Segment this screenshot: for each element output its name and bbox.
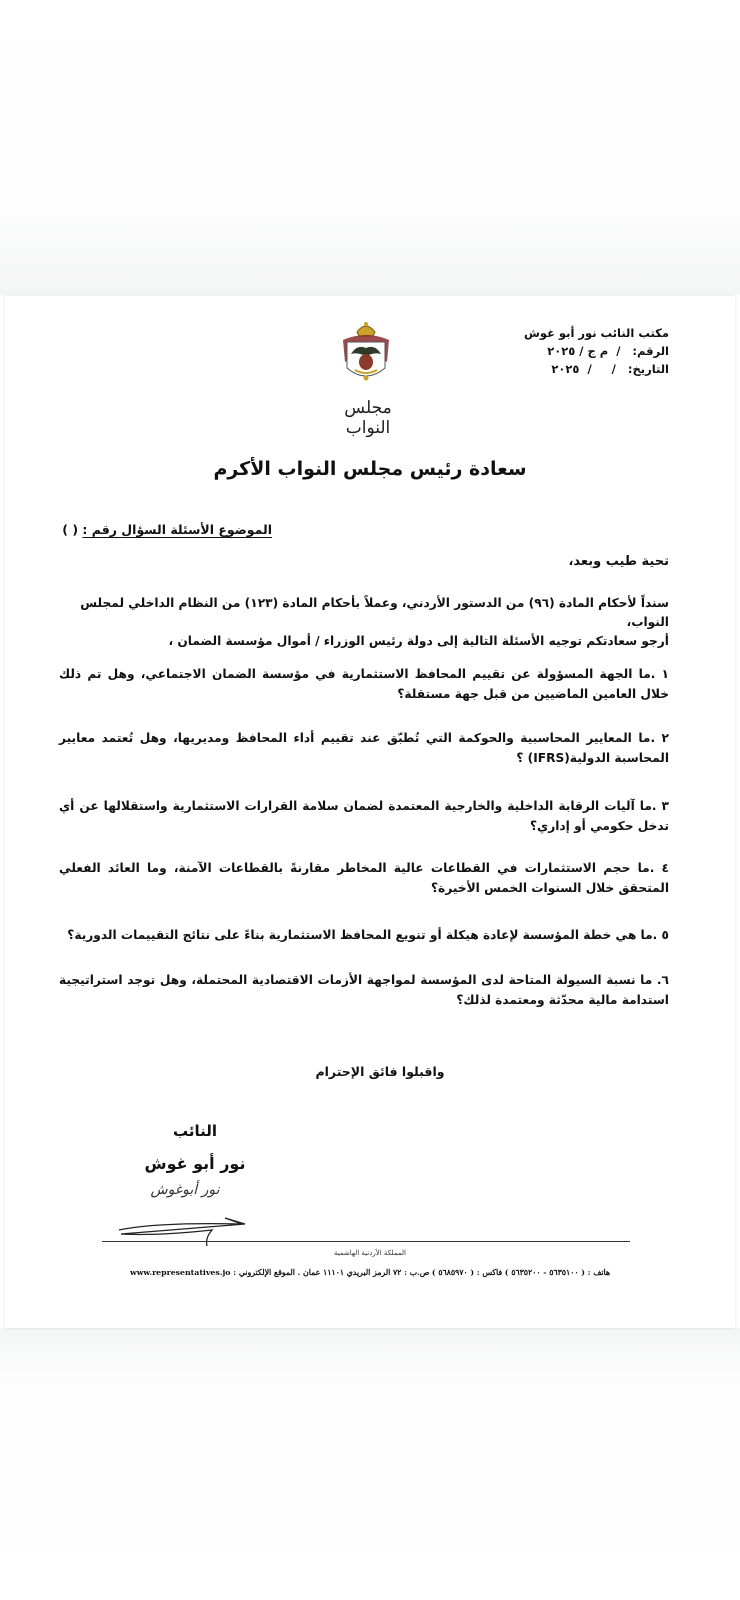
signatory-title: النائب: [172, 1122, 218, 1140]
question-item: ١ .ما الجهة المسؤولة عن تقييم المحافظ الاستثمارية في مؤسسة الضمان الاجتماعي، وهل تم ذلك خلال العامين الماضيين من قبل جهة مستقلة؟: [59, 667, 669, 701]
question-item: ٥ .ما هي خطة المؤسسة لإعادة هيكلة أو تنويع المحافظ الاستثمارية بناءً على نتائج التقييمات الدورية؟: [67, 928, 669, 942]
addressee-heading: سعادة رئيس مجلس النواب الأكرم: [213, 458, 527, 480]
footer-contact: هاتف : ( ٥٦٣٥١٠٠ - ٥٦٣٥٢٠٠ ) فاكس : ( ٥٦٨٥٩٧٠ ) ص.ب : ٧٢ الرمز البريدي ١١١٠١ عمان . الموقع الإلكتروني : www.representatives.jo: [130, 1268, 610, 1277]
intro-line: سنداً لأحكام المادة (٩٦) من الدستور الأردني، وعملاً بأحكام المادة (١٢٣) من النظام الداخلي لمجلس النواب،: [80, 596, 669, 629]
office-name: مكتب النائب نور أبو غوش: [523, 326, 669, 340]
signature-icon: [117, 1208, 247, 1248]
footer-logo: المملكة الأردنية الهاشمية: [333, 1249, 407, 1257]
background-top: [0, 0, 740, 295]
letter-page: [5, 296, 735, 1328]
closing-line: واقبلوا فائق الإحترام: [315, 1064, 445, 1079]
subject-label: الموضوع الأسئلة السؤال رقم :: [82, 522, 272, 537]
greeting: تحية طيب وبعد،: [568, 554, 669, 569]
reference-number: الرقم: / م ج / ٢٠٢٥: [547, 344, 669, 358]
council-logo: مجلس النواب: [344, 398, 392, 438]
intro-paragraph: [59, 594, 669, 651]
sender-block: [469, 324, 669, 378]
handwritten-name: نور أبوغوش: [150, 1182, 220, 1198]
background-bottom: [0, 1328, 740, 1600]
question-item: ٣ .ما آليات الرقابة الداخلية والخارجية المعتمدة لضمان سلامة القرارات الاستثمارية واستقلالها عن أي تدخل حكومي أو إداري؟: [59, 799, 669, 833]
subject-line: [62, 522, 272, 537]
letter-date: التاريخ: / / ٢٠٢٥: [551, 362, 669, 376]
question-item: ٤ .ما حجم الاستثمارات في القطاعات عالية المخاطر مقارنةً بالقطاعات الآمنة، وما العائد الفعلي المتحقق خلال السنوات الخمس الأخيرة؟: [59, 861, 669, 895]
signatory-name: نور أبو غوش: [144, 1154, 246, 1173]
intro-line: أرجو سعادتكم توجيه الأسئلة التالية إلى دولة رئيس الوزراء / أموال مؤسسة الضمان ،: [168, 634, 669, 648]
jordan-coat-of-arms-icon: [335, 318, 397, 390]
question-item: ٢ .ما المعايير المحاسبية والحوكمة التي تُطبّق عند تقييم أداء المحافظ ومديريها، وهل تُعتمد معايير المحاسبة الدولية(IFRS) ؟: [59, 731, 669, 765]
footer-divider: [102, 1241, 630, 1242]
question-item: ٦. ما نسبة السيولة المتاحة لدى المؤسسة لمواجهة الأزمات الاقتصادية المحتملة، وهل توجد استراتيجية استدامة مالية محدّثة ومعتمدة لذلك؟: [59, 973, 669, 1007]
question-number: ( ): [62, 522, 79, 537]
